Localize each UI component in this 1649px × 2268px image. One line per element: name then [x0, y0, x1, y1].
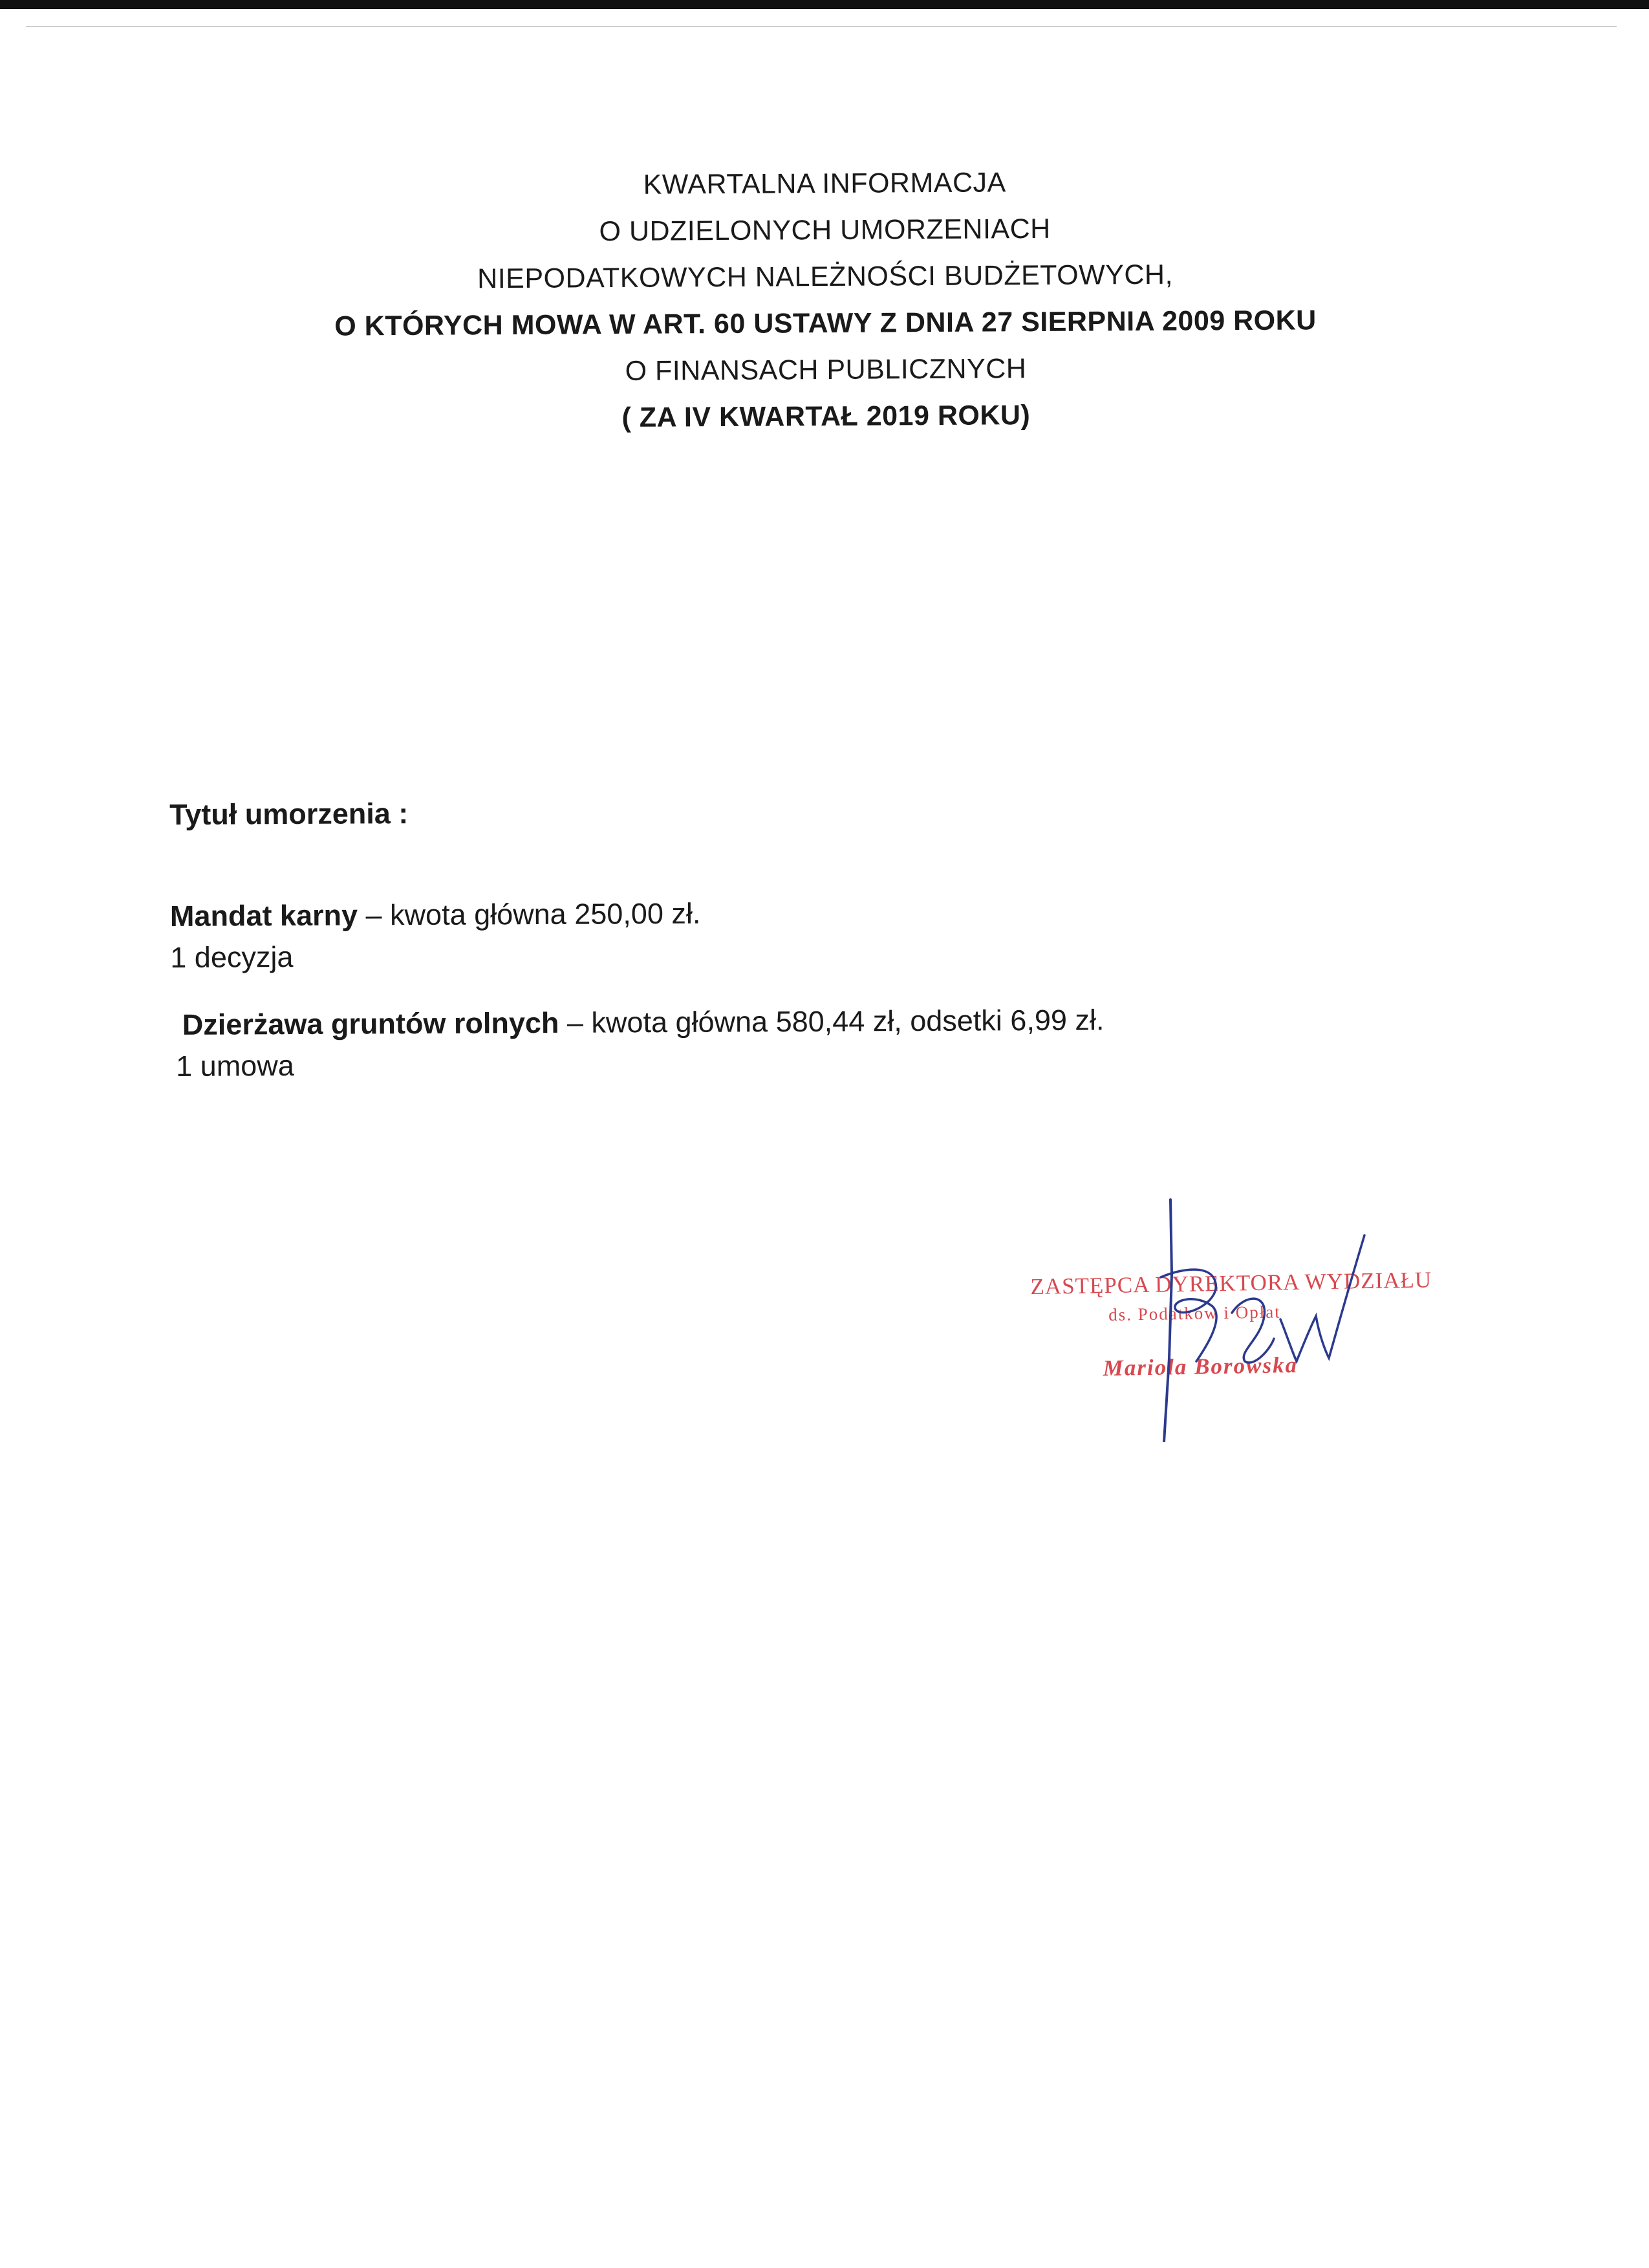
title-line-5: O FINANSACH PUBLICZNYCH	[625, 353, 1027, 387]
item-dzierzawa	[176, 998, 1465, 1087]
title-line-2: O UDZIELONYCH UMORZENIACH	[599, 213, 1051, 248]
item-line	[182, 998, 1464, 1046]
item-details: – kwota główna 580,44 zł, odsetki 6,99 zł.	[559, 1003, 1105, 1039]
title-line-6: ( ZA IV KWARTAŁ 2019 ROKU)	[621, 400, 1031, 433]
stamp-name: Mariola Borowska	[1103, 1352, 1299, 1381]
title-line-1: KWARTALNA INFORMACJA	[643, 167, 1006, 200]
item-name: Mandat karny	[169, 898, 358, 933]
item-count: 1 umowa	[176, 1048, 294, 1083]
item-name: Dzierżawa gruntów rolnych	[182, 1006, 559, 1041]
item-line	[170, 889, 1463, 937]
stamp-title: ZASTĘPCA DYREKTORA WYDZIAŁU	[1030, 1267, 1432, 1300]
title-line-4: O KTÓRYCH MOWA W ART. 60 USTAWY Z DNIA 27 SIERPNIA 2009 ROKU	[334, 305, 1317, 342]
handwritten-signature-icon	[1099, 1196, 1397, 1442]
stamp-department: ds. Podatków i Opłat	[1108, 1302, 1281, 1324]
section-label: Tytuł umorzenia :	[169, 797, 409, 831]
scan-artifact-line	[26, 26, 1617, 27]
scan-top-edge	[0, 0, 1649, 9]
item-mandat	[170, 889, 1464, 978]
item-count: 1 decyzja	[170, 940, 294, 974]
title-line-3: NIEPODATKOWYCH NALEŻNOŚCI BUDŻETOWYCH,	[477, 259, 1174, 295]
item-details: – kwota główna 250,00 zł.	[357, 896, 701, 932]
document-title	[0, 155, 1649, 445]
document-body	[169, 789, 1464, 1087]
